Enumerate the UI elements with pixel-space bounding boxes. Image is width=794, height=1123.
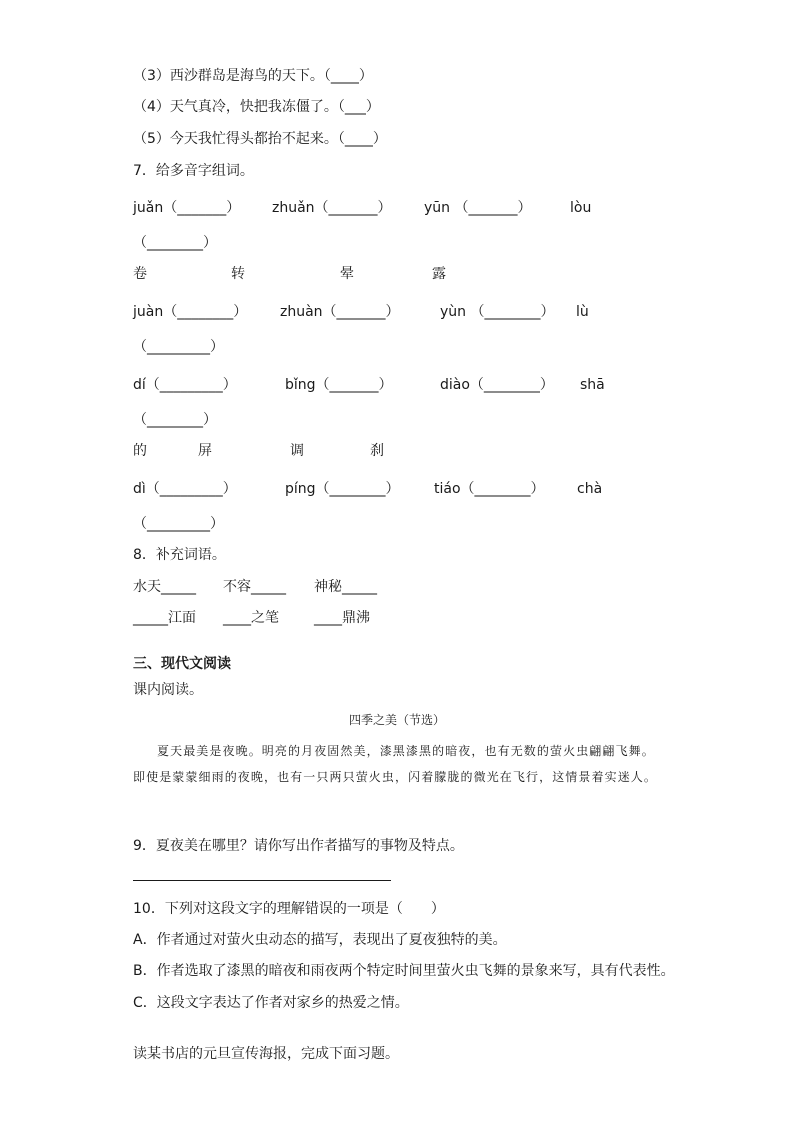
answer-blank[interactable]: ____ (344, 131, 373, 147)
pinyin-blank[interactable]: （________） (133, 412, 217, 428)
pinyin-label: shā (580, 377, 605, 393)
char-label: 晕 (340, 266, 354, 282)
passage-title: 四季之美（节选） (348, 713, 445, 727)
passage-text: 夏天最美是夜晚。明亮的月夜固然美，漆黑漆黑的暗夜，也有无数的萤火虫翩翩飞舞。即使是蒙蒙细雨的夜晚，也有一只两只萤火虫，闪着朦胧的微光在飞行，这情景着实迷人。 (133, 744, 658, 784)
pinyin-blank[interactable]: zhuàn（_______） (280, 304, 400, 320)
word-blank[interactable]: ____之笔 (223, 610, 279, 626)
option-a[interactable]: A．作者通过对萤火虫动态的描写，表现出了夏夜独特的美。 (133, 932, 507, 948)
q8-title: 8．补充词语。 (133, 547, 226, 563)
pinyin-blank[interactable]: （________） (133, 235, 217, 251)
char-label: 的 (133, 443, 147, 459)
char-label: 卷 (133, 266, 147, 282)
q9-text: 9．夏夜美在哪里？请你写出作者描写的事物及特点。 (133, 838, 464, 854)
answer-line[interactable] (133, 880, 391, 881)
word-blank[interactable]: 水天_____ (133, 579, 196, 595)
pinyin-blank[interactable]: dí（_________） (133, 377, 237, 393)
q7-title: 7．给多音字组词。 (133, 163, 254, 179)
option-b[interactable]: B．作者选取了漆黑的暗夜和雨夜两个特定时间里萤火虫飞舞的景象来写，具有代表性。 (133, 963, 675, 979)
pinyin-blank[interactable]: dì（_________） (133, 481, 237, 497)
pinyin-blank[interactable]: （_________） (133, 516, 224, 532)
answer-blank[interactable]: ___ (344, 99, 366, 115)
section-heading: 三、现代文阅读 (133, 656, 231, 672)
pinyin-blank[interactable]: yùn （________） (440, 304, 555, 320)
char-label: 露 (432, 266, 446, 282)
pinyin-blank[interactable]: tiáo（________） (434, 481, 545, 497)
next-section-intro: 读某书店的元旦宣传海报，完成下面习题。 (133, 1046, 399, 1062)
word-blank[interactable]: _____江面 (133, 610, 196, 626)
q6-item-3: （3）西沙群岛是海鸟的天下。（____） (133, 68, 373, 84)
pinyin-label: lù (576, 304, 589, 320)
pinyin-blank[interactable]: bǐng（_______） (285, 377, 393, 393)
char-label: 刹 (370, 443, 384, 459)
option-c[interactable]: C．这段文字表达了作者对家乡的热爱之情。 (133, 995, 409, 1011)
char-label: 屏 (198, 443, 212, 459)
pinyin-blank[interactable]: diào（________） (440, 377, 554, 393)
pinyin-blank[interactable]: juǎn（_______） (133, 200, 241, 216)
answer-blank[interactable]: ____ (330, 68, 359, 84)
pinyin-label: lòu (570, 200, 592, 216)
pinyin-blank[interactable]: （_________） (133, 339, 224, 355)
char-label: 调 (290, 443, 304, 459)
word-blank[interactable]: 不容_____ (223, 579, 286, 595)
q6-item-5: （5）今天我忙得头都抬不起来。（____） (133, 131, 387, 147)
pinyin-blank[interactable]: píng（________） (285, 481, 400, 497)
pinyin-blank[interactable]: zhuǎn（_______） (272, 200, 392, 216)
pinyin-blank[interactable]: yūn （_______） (424, 200, 532, 216)
q10-text: 10．下列对这段文字的理解错误的一项是（ ） (133, 901, 445, 917)
section-intro: 课内阅读。 (133, 682, 203, 698)
q6-item-4: （4）天气真冷，快把我冻僵了。（___） (133, 99, 380, 115)
word-blank[interactable]: ____鼎沸 (314, 610, 370, 626)
pinyin-blank[interactable]: juàn（________） (133, 304, 248, 320)
pinyin-label: chà (577, 481, 603, 497)
word-blank[interactable]: 神秘_____ (314, 579, 377, 595)
char-label: 转 (231, 266, 245, 282)
